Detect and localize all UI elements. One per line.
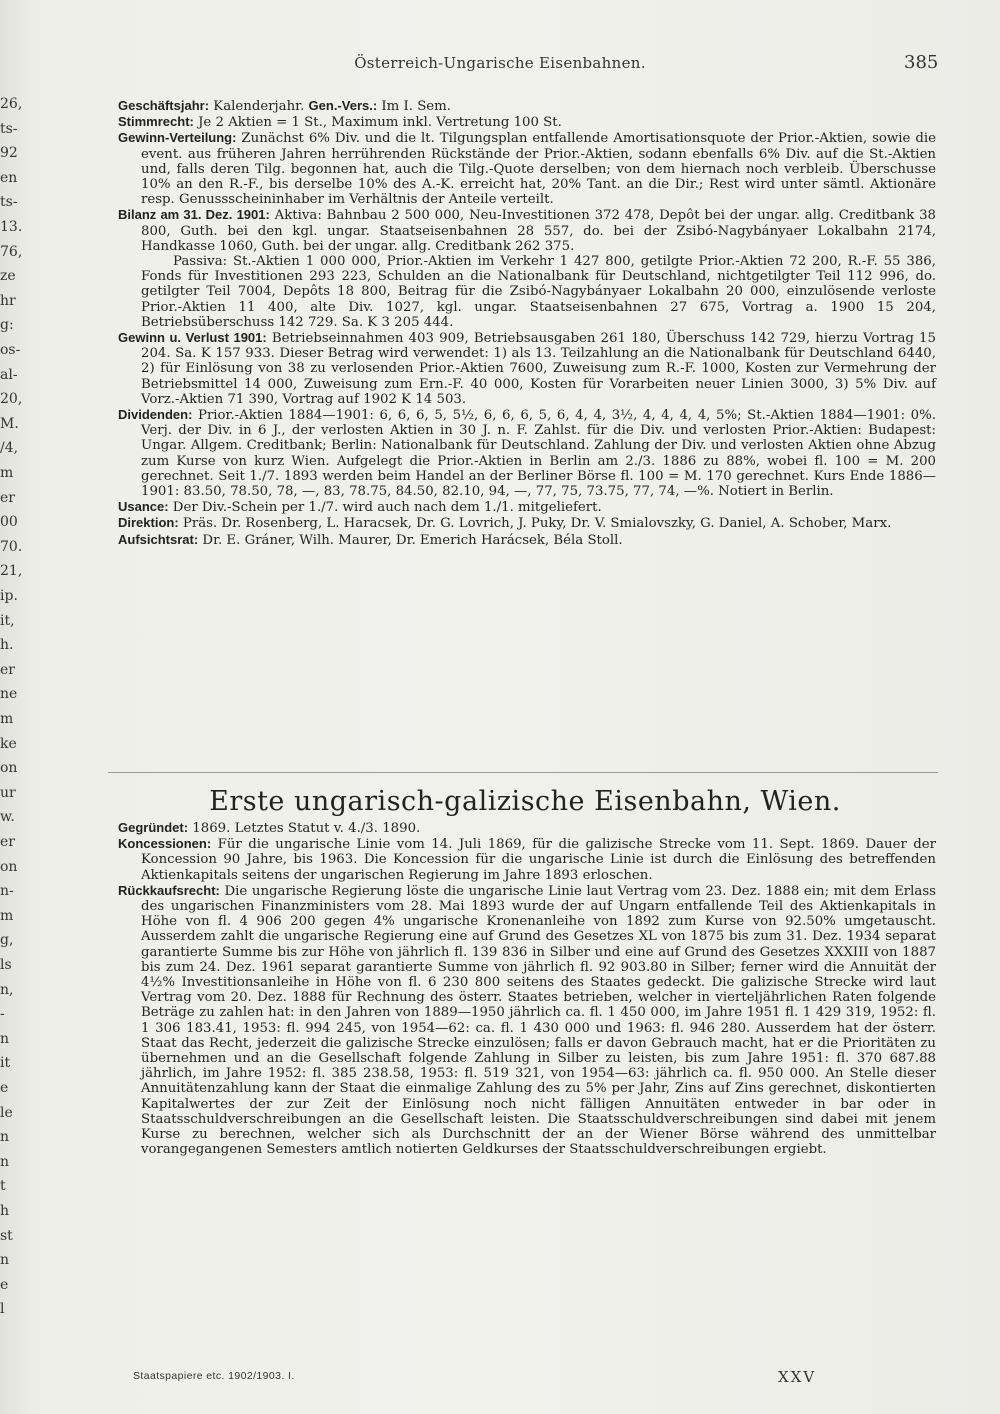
margin-fragment: 26, xyxy=(0,96,23,112)
margin-fragment: m xyxy=(0,711,14,727)
margin-fragment: hr xyxy=(0,293,16,309)
entry-label: Usance: xyxy=(118,499,169,515)
section-company-details xyxy=(118,98,936,548)
margin-fragment: 20, xyxy=(0,391,23,407)
margin-fragment: al- xyxy=(0,367,18,383)
entry-stimmrecht xyxy=(118,114,936,130)
margin-fragment: e xyxy=(0,1080,9,1096)
section-divider xyxy=(108,772,938,773)
entry-gewinn-verlust xyxy=(118,330,936,407)
margin-fragment: n xyxy=(0,1252,10,1268)
section-railway xyxy=(118,820,936,1157)
entry-gewinn-verteilung xyxy=(118,130,936,207)
margin-fragment: /4, xyxy=(0,440,19,456)
margin-fragment: os- xyxy=(0,342,21,358)
margin-fragment: 00 xyxy=(0,514,18,530)
margin-fragment: g, xyxy=(0,932,14,948)
entry-passiva xyxy=(118,254,936,330)
margin-fragment: m xyxy=(0,465,14,481)
margin-fragment: 21, xyxy=(0,563,23,579)
entry-rueckkaufsrecht xyxy=(118,883,936,1158)
margin-fragment: ts- xyxy=(0,121,18,137)
entry-text: Die ungarische Regierung löste die ungarische Linie laut Vertrag vom 23. Dez. 1888 ein; mit dem Erlass des ungarischen Finanzministers vom 28. Mai 1893 wurde der auf Ungarn entfallende Teil des Aktienkapitals in Höhe von fl. 4 906 200 gegen 4% ungarische Kronenanleihe von 1892 zum Kurse von 92.50% umgetauscht. Ausserdem zahlt die ungarische Regierung eine auf Grund des Gesetzes XL von 1875 bis zum 31. Dez. 1934 separat garantierte Summe bis zur Höhe von jährlich fl. 139 836 in Silber und eine auf Grund des Gesetzes XXXIII von 1887 bis zum 24. Dez. 1961 separat garantierte Summe von jährlich fl. 92 903.80 in Silber; ferner wird die Annuität der 4½% Investitionsanleihe in Höhe von fl. 6 230 800 seitens des Staates gedeckt. Die galizische Strecke wird laut Vertrag vom 20. Dez. 1888 für Rechnung des österr. Staates betrieben, welcher in vierteljährlichen Raten folgende Beträge zu zahlen hat: in den Jahren von 1889—1950 jährlich ca. fl. 1 450 000, im Jahre 1951 fl. 1 429 319, 1952: fl. 1 306 183.41, 1953: fl. 994 245, von 1954—62: ca. fl. 1 430 000 und 1963: fl. 946 280. Ausserdem hat der österr. Staat das Recht, jederzeit die galizische Strecke einzulösen; falls er davon Gebrauch macht, hat er die Prioritäten zu übernehmen und an die Gesellschaft folgende Zahlung in Silber zu leisten, bis zum Jahre 1951: fl. 370 687.88 jährlich, im Jahre 1952: fl. 385 238.58, 1953: fl. 519 321, von 1954—63: jährlich ca. fl. 950 000. An Stelle dieser Annuitätenzahlung kann der Staat die einmalige Zahlung des zu 5% per Jahr, Zins auf Zins gerechnet, diskontierten Kapitalwertes der zur Zeit der Einlösung noch nicht fälligen Annuitäten entweder in bar oder in Staatsschuldverschreibungen an die Gesellschaft leisten. Die Staatsschuldverschreibungen sind dabei mit jenem Kurse zu berechnen, welcher sich als Durchschnitt der an der Wiener Börse während des unmittelbar vorangegangenen Semesters amtlich notierten Geldkurses der Staatsschuldverschreibungen ergiebt. xyxy=(141,883,936,1158)
entry-label: Koncessionen: xyxy=(118,836,212,852)
entry-label: Gewinn u. Verlust 1901: xyxy=(118,330,267,346)
margin-fragment: n xyxy=(0,1154,10,1170)
margin-fragment: e xyxy=(0,1277,9,1293)
margin-fragment: ip. xyxy=(0,588,18,604)
margin-fragment: w. xyxy=(0,809,15,825)
footer-signature: XXV xyxy=(778,1368,817,1386)
entry-direktion xyxy=(118,515,936,531)
margin-fragment: st xyxy=(0,1228,13,1244)
margin-fragment: n xyxy=(0,1031,10,1047)
entry-label: Dividenden: xyxy=(118,407,193,423)
margin-fragment: it xyxy=(0,1055,11,1071)
margin-fragment: ke xyxy=(0,736,17,752)
entry-label: Geschäftsjahr: xyxy=(118,98,210,113)
margin-fragment: 92 xyxy=(0,145,18,161)
entry-text: Kalenderjahr. xyxy=(209,99,309,114)
entry-label: Gegründet: xyxy=(118,820,189,835)
margin-fragment: 70. xyxy=(0,539,23,555)
margin-fragment: g: xyxy=(0,317,14,333)
entry-text: Je 2 Aktien = 1 St., Maximum inkl. Vertretung 100 St. xyxy=(193,115,562,131)
entry-label: Gen.-Vers.: xyxy=(308,98,378,113)
margin-fragment: er xyxy=(0,834,15,850)
entry-text: Für die ungarische Linie vom 14. Juli 1869, für die galizische Strecke vom 11. Sept. 1869. Dauer der Koncession 90 Jahre, bis 1963. Die Koncession für die ungarische Linie ist durch die Einlösung des betreffenden Aktienkapitals seitens der ungarischen Regierung im Jahre 1893 erloschen. xyxy=(141,837,936,883)
entry-label: Gewinn-Verteilung: xyxy=(118,130,237,146)
entry-label: Aufsichtsrat: xyxy=(118,531,199,547)
entry-label: Bilanz am 31. Dez. 1901: xyxy=(118,207,270,223)
margin-fragment: t xyxy=(0,1178,6,1194)
entry-bilanz xyxy=(118,207,936,254)
margin-fragment: ur xyxy=(0,785,16,801)
margin-fragment: on xyxy=(0,859,18,875)
margin-fragment: h. xyxy=(0,637,14,653)
entry-aufsichtsrat xyxy=(118,532,936,548)
margin-fragment: le xyxy=(0,1105,13,1121)
entry-text: Präs. Dr. Rosenberg, L. Haracsek, Dr. G. Lovrich, J. Puky, Dr. V. Smialovszky, G. Daniel, A. Schober, Marx. xyxy=(178,516,892,532)
entry-text: Betriebseinnahmen 403 909, Betriebsausgaben 261 180, Überschuss 142 729, hierzu Vortrag 15 204. Sa. K 157 933. Dieser Betrag wird verwendet: 1) als 13. Teilzahlung an die Nationalbank für Deutschland 6440, 2) für Einlösung von 38 zu verlosenden Prior.-Aktien 7600, Zuweisung zum R.-F. 1000, Kosten zur Vermehrung der Betriebsmittel 14 000, Zuweisung zum Ern.-F. 40 000, Kosten für Vorarbeiten neuer Linien 3000, 3) 5% Div. auf Vorz.-Aktien 71 390, Vortrag auf 1902 K 14 503. xyxy=(141,331,936,407)
entry-text: Aktiva: Bahnbau 2 500 000, Neu-Investitionen 372 478, Depôt bei der ungar. allg. Creditbank 38 800, Guth. bei den kgl. ungar. Staatseisenbahnen 28 557, do. bei der Zsibó-Nagybányaer Lokalbahn 2174, Handkasse 1060, Guth. bei der ungar. allg. Creditbank 262 375. xyxy=(141,208,936,254)
margin-fragment: ts- xyxy=(0,194,18,210)
margin-fragment: 76, xyxy=(0,244,23,260)
entry-text: 1869. Letztes Statut v. 4./3. 1890. xyxy=(188,821,421,836)
entry-text: Der Div.-Schein per 1./7. wird auch nach dem 1./1. mitgeliefert. xyxy=(168,500,602,516)
section-title: Erste ungarisch-galizische Eisenbahn, Wien. xyxy=(209,786,841,817)
margin-fragment: n, xyxy=(0,982,14,998)
margin-fragment: l xyxy=(0,1301,5,1317)
entry-label: Direktion: xyxy=(118,515,179,531)
margin-fragment: er xyxy=(0,662,15,678)
margin-fragment: ne xyxy=(0,686,18,702)
entry-label: Stimmrecht: xyxy=(118,114,194,130)
margin-fragment: n xyxy=(0,1129,10,1145)
margin-fragment: M. xyxy=(0,416,19,432)
entry-label: Rückkaufsrecht: xyxy=(118,882,220,898)
margin-fragment: er xyxy=(0,490,15,506)
margin-fragment: 13. xyxy=(0,219,23,235)
running-title: Österreich-Ungarische Eisenbahnen. xyxy=(354,54,646,72)
entry-text: Dr. E. Gráner, Wilh. Maurer, Dr. Emerich Harácsek, Béla Stoll. xyxy=(198,532,623,548)
entry-usance xyxy=(118,499,936,515)
entry-geschaeftsjahr xyxy=(118,98,936,114)
margin-fragment: on xyxy=(0,760,18,776)
margin-fragment: n- xyxy=(0,883,14,899)
entry-text: Zunächst 6% Div. und die lt. Tilgungsplan entfallende Amortisationsquote der Prior.-Aktien, sowie die event. aus früheren Jahren herrührenden Rückstände der Prior.-Aktien, sodann ebenfalls 6% Div. auf die St.-Aktien und, falls deren Tilg. begonnen hat, auch die Tilg.-Quote derselben; von dem hiernach noch verbleib. Überschusse 10% an den R.-F., bis derselbe 10% des A.-K. erreicht hat, 20% Tant. an die Dir.; Rest wird unter sämtl. Aktionäre resp. Genussscheininhaber im Verhältnis der Anteile verteilt. xyxy=(141,131,936,208)
page-number: 385 xyxy=(904,52,939,73)
margin-fragment: h xyxy=(0,1203,10,1219)
margin-fragment: it, xyxy=(0,613,15,629)
margin-fragment: m xyxy=(0,908,14,924)
entry-text: Im I. Sem. xyxy=(377,99,452,114)
entry-koncessionen xyxy=(118,836,936,883)
entry-dividenden xyxy=(118,407,936,499)
entry-text: Passiva: St.-Aktien 1 000 000, Prior.-Aktien im Verkehr 1 427 800, getilgte Prior.-Aktien 72 200, R.-F. 55 386, Fonds für Investitionen 293 223, Schulden an die Nationalbank für Deutschland, nichtgetilgter Teil 112 996, do. getilgter Teil 7004, Depôts 18 800, Beitrag für die Zsibó-Nagybányaer Lokalbahn 20 000, einzulösende verloste Prior.-Aktien 11 400, alte Div. 1027, kgl. ungar. Staatseisenbahnen 27 675, Vortrag a. 1900 15 204, Betriebsüberschuss 142 729. Sa. K 3 205 444. xyxy=(141,254,936,330)
margin-fragment: ls xyxy=(0,957,12,973)
margin-fragment: ze xyxy=(0,268,16,284)
margin-fragment: - xyxy=(0,1006,5,1022)
entry-text: Prior.-Aktien 1884—1901: 6, 6, 6, 5, 5½, 6, 6, 6, 5, 6, 4, 4, 3½, 4, 4, 4, 4, 5%; St.-Aktien 1884—1901: 0%. Verj. der Div. in 6 J., der verlosten Aktien in 30 J. n. F. Zahlst. für die Div. und verlosten Prior.-Aktien: Budapest: Ungar. Allgem. Creditbank; Berlin: Nationalbank für Deutschland. Zahlung der Div. und verlosten Aktien ohne Abzug zum Kurse von kurz Wien. Aufgelegt die Prior.-Aktien in Berlin am 2./3. 1886 zu 88%, wobei fl. 100 = M. 200 gerechnet. Seit 1./7. 1893 werden beim Handel an der Berliner Börse fl. 100 = M. 170 gerechnet. Kurs Ende 1886—1901: 83.50, 78.50, 78, —, 83, 78.75, 84.50, 82.10, 94, —, 77, 75, 73.75, 77, 74, —%. Notiert in Berlin. xyxy=(141,408,936,500)
entry-gegruendet xyxy=(118,820,936,836)
margin-fragment: en xyxy=(0,170,18,186)
footer-source: Staatspapiere etc. 1902/1903. I. xyxy=(133,1370,295,1382)
